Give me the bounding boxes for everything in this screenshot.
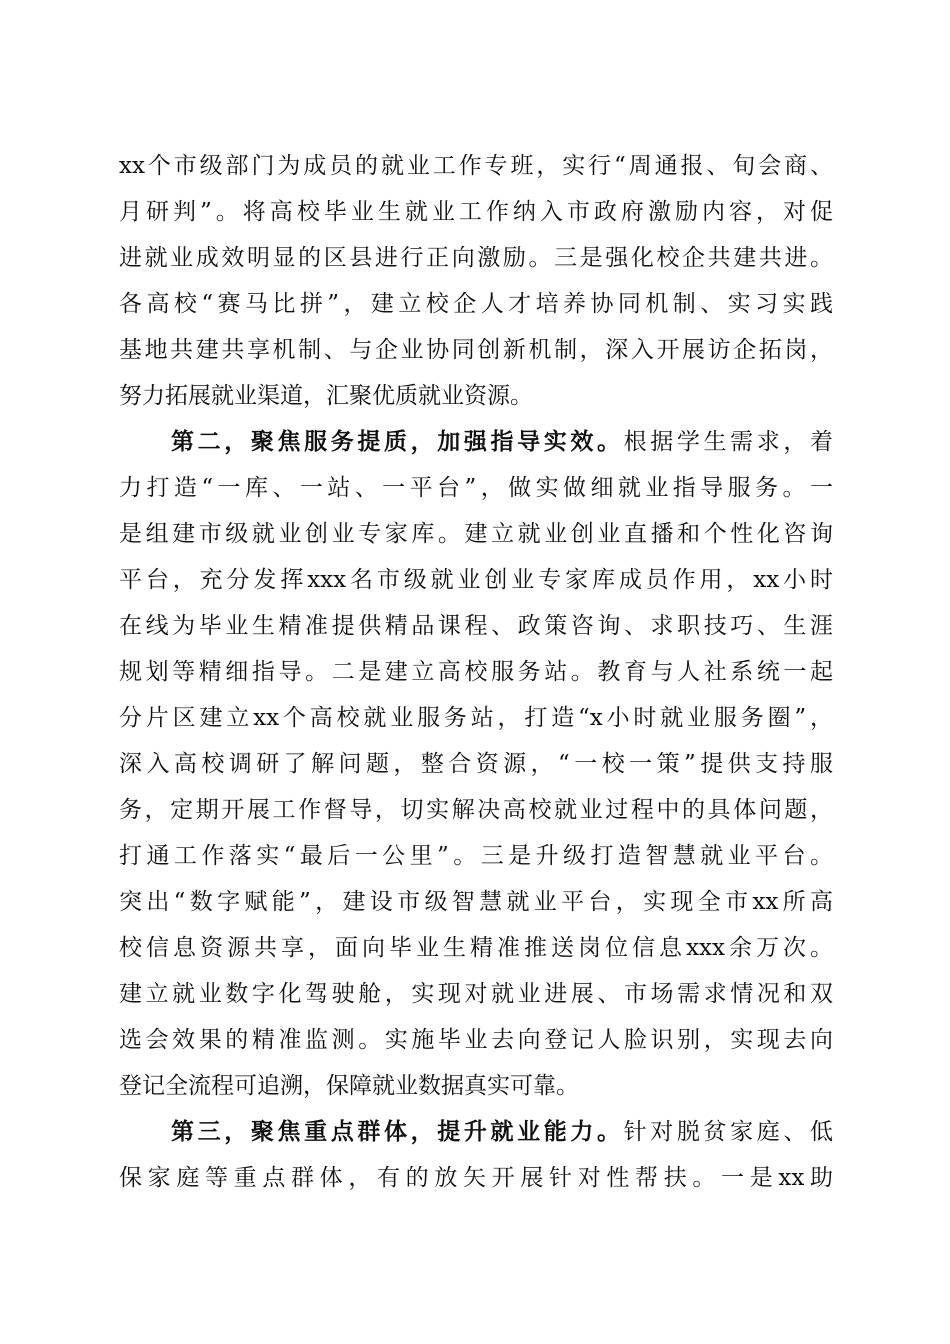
paragraph-text: 针对脱贫家庭、低 xyxy=(623,1119,833,1145)
text-line: 突出“数字赋能”，建设市级智慧就业平台，实现全市xx所高 xyxy=(119,889,833,915)
paragraph-heading: 第三，聚焦重点群体，提升就业能力。 xyxy=(171,1118,624,1145)
text-line: 打通工作落实“最后一公里”。三是升级打造智慧就业平台。 xyxy=(119,843,833,869)
document-body xyxy=(119,143,833,1201)
text-line: 校信息资源共享，面向毕业生精准推送岗位信息xxx余万次。 xyxy=(119,935,833,961)
paragraph-text: 根据学生需求，着 xyxy=(623,429,833,455)
text-line: 进就业成效明显的区县进行正向激励。三是强化校企共建共进。 xyxy=(119,245,833,271)
text-line: 保家庭等重点群体，有的放矢开展针对性帮扶。一是xx助 xyxy=(119,1165,833,1191)
paragraph-heading: 第二，聚焦服务提质，加强指导实效。 xyxy=(171,428,624,455)
text-line: 在线为毕业生精准提供精品课程、政策咨询、求职技巧、生涯 xyxy=(119,613,833,639)
text-line: 登记全流程可追溯，保障就业数据真实可靠。 xyxy=(119,1073,579,1099)
text-line: 建立就业数字化驾驶舱，实现对就业进展、市场需求情况和双 xyxy=(119,981,833,1007)
text-line: 务，定期开展工作督导，切实解决高校就业过程中的具体问题， xyxy=(119,797,833,823)
paragraph-first-line xyxy=(119,419,833,465)
text-line: 月研判”。将高校毕业生就业工作纳入市政府激励内容，对促 xyxy=(119,199,833,225)
text-line: 各高校“赛马比拼”，建立校企人才培养协同机制、实习实践 xyxy=(119,291,833,317)
text-line: 平台，充分发挥xxx名市级就业创业专家库成员作用，xx小时 xyxy=(119,567,833,593)
text-line: 深入高校调研了解问题，整合资源，“一校一策”提供支持服 xyxy=(119,751,833,777)
text-line: 规划等精细指导。二是建立高校服务站。教育与人社系统一起 xyxy=(119,659,833,685)
text-line: 基地共建共享机制、与企业协同创新机制，深入开展访企拓岗， xyxy=(119,337,833,363)
paragraph-first-line xyxy=(119,1109,833,1155)
text-line: 选会效果的精准监测。实施毕业去向登记人脸识别，实现去向 xyxy=(119,1027,833,1053)
text-line: 是组建市级就业创业专家库。建立就业创业直播和个性化咨询 xyxy=(119,521,833,547)
text-line: 分片区建立xx个高校就业服务站，打造“x小时就业服务圈”， xyxy=(119,705,833,731)
text-line: 力打造“一库、一站、一平台”，做实做细就业指导服务。一 xyxy=(119,475,833,501)
text-line: 努力拓展就业渠道，汇聚优质就业资源。 xyxy=(119,383,533,409)
text-line: xx个市级部门为成员的就业工作专班，实行“周通报、旬会商、 xyxy=(119,153,833,179)
